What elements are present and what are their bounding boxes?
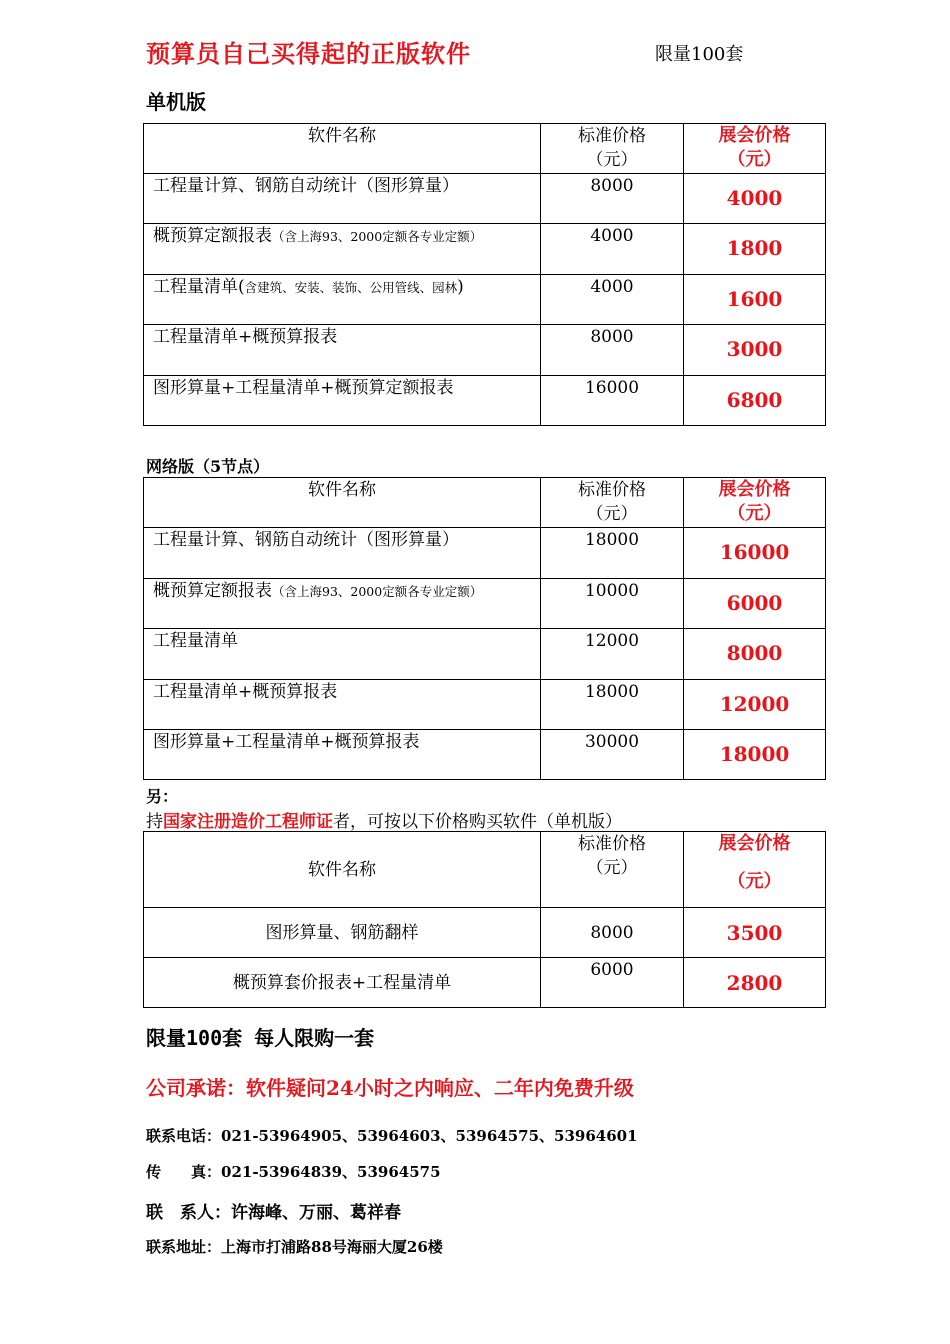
row-name: 工程量清单(含建筑、安装、装饰、公用管线、园林): [144, 275, 541, 325]
row-std-price: 4000: [541, 275, 684, 325]
row-std-price: 18000: [541, 680, 684, 730]
col-name-header: 软件名称: [144, 124, 541, 174]
table-row: [144, 908, 826, 958]
row-std-price: 16000: [541, 376, 684, 426]
contact-fax: 传 真：021-53964839、53964575: [146, 1163, 441, 1181]
row-name: 图形算量+工程量清单+概预算定额报表: [144, 376, 541, 426]
row-sale-price: 3500: [684, 908, 826, 958]
row-std-price: 8000: [541, 174, 684, 224]
row-name: 工程量清单: [144, 629, 541, 680]
network-title: 网络版（5节点）: [146, 457, 270, 476]
table-row: [144, 730, 826, 780]
row-sale-price: 16000: [684, 528, 826, 579]
standalone-table: [143, 123, 826, 426]
row-sale-price: 2800: [684, 958, 826, 1008]
page-title: 预算员自己买得起的正版软件: [146, 39, 471, 68]
table-row: [144, 958, 826, 1008]
row-name: 工程量清单+概预算报表: [144, 325, 541, 376]
col-name-header: 软件名称: [144, 832, 541, 908]
standalone-title: 单机版: [146, 90, 206, 114]
contact-address: 联系地址：上海市打浦路88号海丽大厦26楼: [146, 1238, 443, 1256]
table-header-row: [144, 832, 826, 908]
table-row: [144, 376, 826, 426]
limit-note: 限量100套: [655, 44, 744, 65]
row-name: 图形算量+工程量清单+概预算报表: [144, 730, 541, 780]
extra-line: 持国家注册造价工程师证者，可按以下价格购买软件（单机版）: [146, 812, 622, 832]
row-std-price: 8000: [541, 908, 684, 958]
row-sale-price: 1600: [684, 275, 826, 325]
col-sale-header: 展会价格 （元）: [684, 832, 826, 908]
extra-table: [143, 831, 826, 1008]
row-sale-price: 4000: [684, 174, 826, 224]
contact-phone: 联系电话：021-53964905、53964603、53964575、53964601: [146, 1127, 638, 1145]
row-std-price: 12000: [541, 629, 684, 680]
row-name: 概预算定额报表（含上海93、2000定额各专业定额）: [144, 579, 541, 629]
row-std-price: 4000: [541, 224, 684, 275]
col-sale-header: 展会价格 （元）: [684, 478, 826, 528]
row-sale-price: 6800: [684, 376, 826, 426]
table-row: [144, 579, 826, 629]
table-row: [144, 275, 826, 325]
col-std-header: 标准价格 （元）: [541, 478, 684, 528]
row-std-price: 10000: [541, 579, 684, 629]
row-sale-price: 12000: [684, 680, 826, 730]
purchase-limit: 限量100套 每人限购一套: [146, 1026, 375, 1050]
table-row: [144, 174, 826, 224]
col-sale-header: 展会价格 （元）: [684, 124, 826, 174]
row-sale-price: 18000: [684, 730, 826, 780]
col-std-header: 标准价格 （元）: [541, 124, 684, 174]
network-table: [143, 477, 826, 780]
row-name: 工程量计算、钢筋自动统计（图形算量）: [144, 528, 541, 579]
row-std-price: 30000: [541, 730, 684, 780]
col-std-header: 标准价格 （元）: [541, 832, 684, 908]
table-row: [144, 680, 826, 730]
company-promise: 公司承诺：软件疑问24小时之内响应、二年内免费升级: [146, 1076, 634, 1100]
row-std-price: 18000: [541, 528, 684, 579]
table-row: [144, 325, 826, 376]
row-std-price: 8000: [541, 325, 684, 376]
table-row: [144, 224, 826, 275]
certificate-highlight: 国家注册造价工程师证: [163, 812, 333, 832]
col-name-header: 软件名称: [144, 478, 541, 528]
row-sale-price: 3000: [684, 325, 826, 376]
row-name: 概预算套价报表+工程量清单: [144, 958, 541, 1008]
table-row: [144, 528, 826, 579]
extra-label: 另：: [146, 787, 179, 806]
row-sale-price: 8000: [684, 629, 826, 680]
row-sale-price: 1800: [684, 224, 826, 275]
table-row: [144, 629, 826, 680]
row-sale-price: 6000: [684, 579, 826, 629]
table-header-row: [144, 478, 826, 528]
row-name: 概预算定额报表（含上海93、2000定额各专业定额）: [144, 224, 541, 275]
row-name: 图形算量、钢筋翻样: [144, 908, 541, 958]
row-std-price: 6000: [541, 958, 684, 1008]
contact-person: 联 系人：许海峰、万丽、葛祥春: [146, 1203, 401, 1223]
row-name: 工程量计算、钢筋自动统计（图形算量）: [144, 174, 541, 224]
row-name: 工程量清单+概预算报表: [144, 680, 541, 730]
table-header-row: [144, 124, 826, 174]
